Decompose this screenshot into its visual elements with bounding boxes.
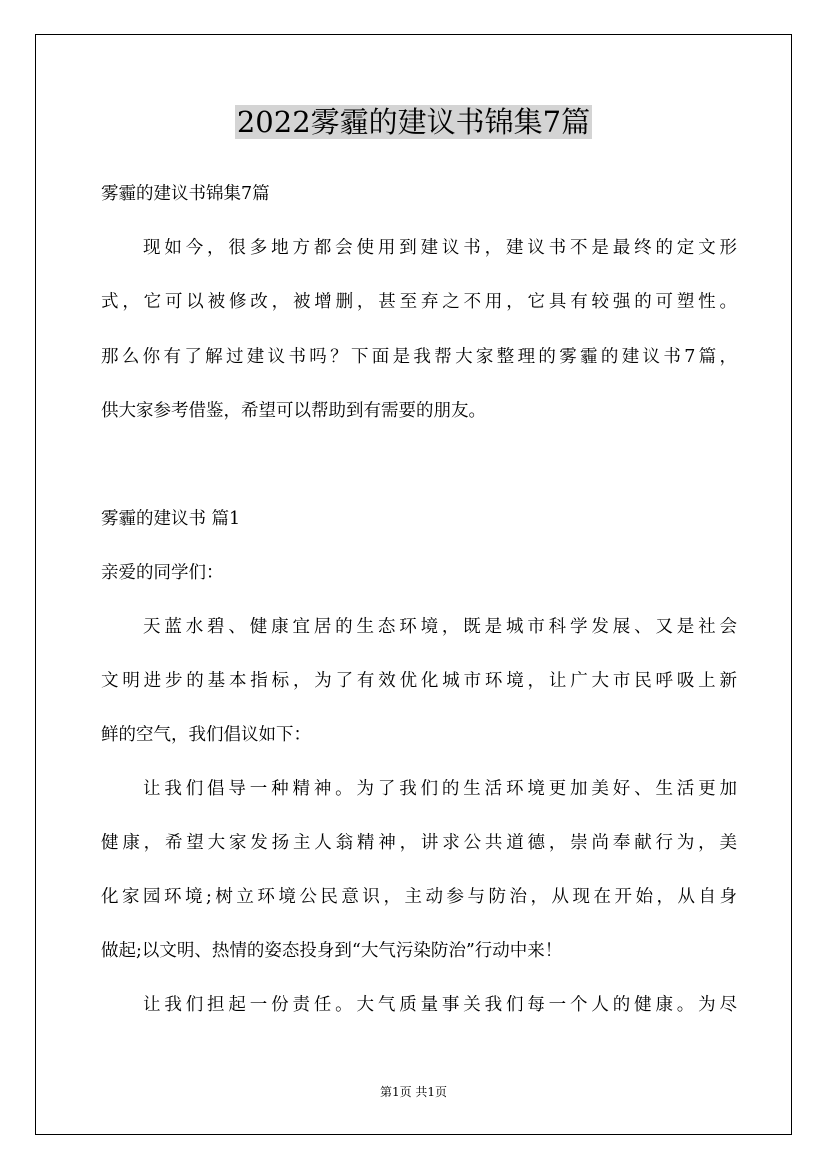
paragraph-line: 化家园环境;树立环境公民意识，主动参与防治，从现在开始，从自身 [101, 887, 737, 907]
page-number-footer: 第1页 共1页 [379, 1085, 448, 1099]
intro-line: 供大家参考借鉴，希望可以帮助到有需要的朋友。 [101, 401, 486, 421]
paragraph-line: 健康，希望大家发扬主人翁精神，讲求公共道德，崇尚奉献行为，美 [101, 833, 737, 853]
document-title [0, 102, 827, 142]
intro-line: 式，它可以被修改，被增删，甚至弃之不用，它具有较强的可塑性。 [101, 292, 737, 312]
paragraph-line: 让我们倡导一种精神。为了我们的生活环境更加美好、生活更加 [143, 779, 737, 799]
paragraph-line: 做起;以文明、热情的姿态投身到“大气污染防治”行动中来！ [101, 941, 563, 961]
greeting: 亲爱的同学们： [101, 563, 224, 583]
document-title-text: 2022雾霾的建议书锦集7篇 [236, 105, 591, 139]
paragraph-line: 鲜的空气，我们倡议如下： [101, 725, 311, 745]
paragraph-line: 天蓝水碧、健康宜居的生态环境，既是城市科学发展、又是社会 [143, 617, 737, 637]
document-subtitle: 雾霾的建议书锦集7篇 [101, 184, 270, 204]
paragraph-line: 文明进步的基本指标，为了有效优化城市环境，让广大市民呼吸上新 [101, 671, 737, 691]
intro-line: 现如今，很多地方都会使用到建议书，建议书不是最终的定文形 [143, 238, 737, 258]
paragraph-line: 让我们担起一份责任。大气质量事关我们每一个人的健康。为尽 [143, 995, 737, 1015]
section-heading: 雾霾的建议书 篇1 [101, 509, 241, 529]
intro-line: 那么你有了解过建议书吗？下面是我帮大家整理的雾霾的建议书7篇， [101, 347, 737, 367]
